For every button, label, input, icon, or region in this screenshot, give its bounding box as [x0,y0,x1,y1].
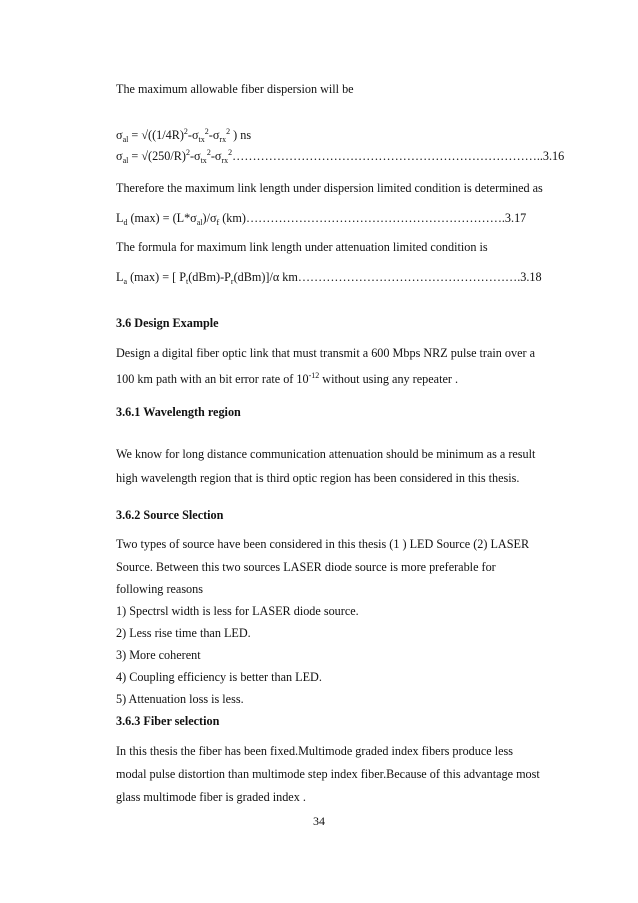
fiber-line-2: modal pulse distortion than multimode step index fiber.Because of this advantage most [116,767,540,781]
heading-3-6-3: 3.6.3 Fiber selection [116,714,220,728]
heading-3-6-2: 3.6.2 Source Slection [116,508,224,522]
formula-text: The formula for maximum link length under attenuation limited condition is [116,240,488,254]
source-line-1: Two types of source have been considered in this thesis (1 ) LED Source (2) LASER [116,537,530,551]
reason-item: 3) More coherent [116,648,201,662]
therefore-text: Therefore the maximum link length under dispersion limited condition is determined as [116,181,543,195]
page-number: 34 [313,814,325,828]
fiber-line-1: In this thesis the fiber has been fixed.Multimode graded index fibers produce less [116,744,514,758]
reason-item: 5) Attenuation loss is less. [116,692,244,706]
wavelength-line-1: We know for long distance communication attenuation should be minimum as a result [116,447,536,461]
equation-sigma-al-1: $\sigma_{al} = √((1/4R)^2-\sigma_{tx}^2-\sigma_{rx}^2$ ) ns [116,127,252,144]
equation-3-18: $L_a$ (max) = [ $P_t(dBm)-P_r(dBm)]/\alpha$ km……………………………………………….3.18 [116,270,542,286]
reason-item: 1) Spectrsl width is less for LASER diode source. [116,604,359,618]
wavelength-line-2: high wavelength region that is third optic region has been considered in this thesis. [116,471,520,485]
equation-3-16: $\sigma_{al}$ = $√(250/R)^2-\sigma_{tx}^2-\sigma_{rx}^2\dots\dots\dots\dots\dots\dots\dots\dots\dots\dots\dots\dots\dots\dots\dots\dots\dots\dots\dots\dots\dots\dots\dots\dots\dots..3.16$ [116,148,565,165]
heading-3-6-1: 3.6.1 Wavelength region [116,405,241,419]
source-line-3: following reasons [116,582,203,596]
intro-text: The maximum allowable fiber dispersion will be [116,82,354,96]
heading-3-6: 3.6 Design Example [116,316,219,330]
reason-item: 2) Less rise time than LED. [116,626,251,640]
source-line-2: Source. Between this two sources LASER diode source is more preferable for [116,560,496,574]
reason-item: 4) Coupling efficiency is better than LED. [116,670,322,684]
equation-3-17: $L_d$ $(\max) = (L*\sigma_{al})/\sigma_f$ (km)……………………………………………………….3.17 [116,211,527,227]
design-line-2: 100 km path with an bit error rate of $10^{-12}$ without using any repeater . [116,371,459,386]
fiber-line-3: glass multimode fiber is graded index . [116,790,306,804]
design-line-1: Design a digital fiber optic link that must transmit a 600 Mbps NRZ pulse train over a [116,346,536,360]
